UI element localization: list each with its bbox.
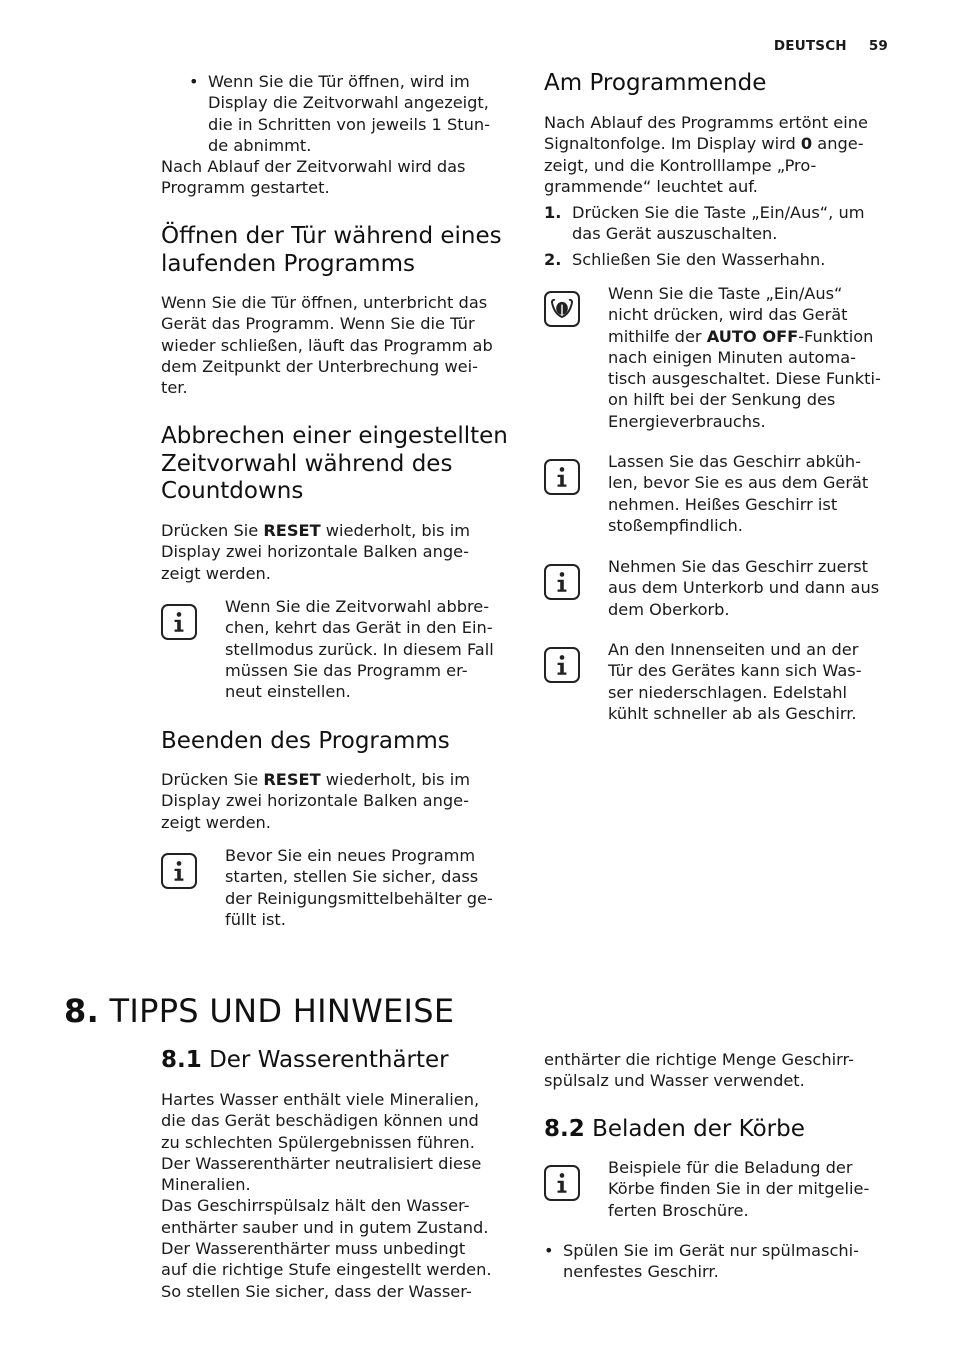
info-icon (544, 1165, 580, 1201)
section-label: DEUTSCH (773, 38, 847, 54)
heading-8-2: 8.2 Beladen der Körbe (544, 1116, 805, 1142)
info-icon (544, 647, 580, 683)
auto-off-keyword: AUTO OFF (706, 326, 799, 346)
info-note-condensation: An den Innenseiten und an der Tür des Gerätes kann sich Was- ser niederschlagen. Edelstahl kühlt schneller ab als Geschirr. (544, 639, 904, 729)
dishwasher-safe-bullet: • Spülen Sie im Gerät nur spülmaschi- nenfestes Geschirr. (544, 1241, 859, 1282)
page-number: 59 (868, 38, 888, 54)
programmende-steps (544, 202, 904, 270)
info-icon (544, 564, 580, 600)
heading-8-1: 8.1 Der Wasserenthärter (161, 1047, 449, 1073)
info-note-unload-order: Nehmen Sie das Geschirr zuerst aus dem Unterkorb und dann aus dem Oberkorb. (544, 556, 904, 626)
info-note-cooling: Lassen Sie das Geschirr abküh- len, bevor Sie es aus dem Gerät nehmen. Heißes Geschirr ist stoßempfindlich. (544, 451, 904, 539)
info-icon (161, 853, 197, 889)
door-open-bullet: • Wenn Sie die Tür öffnen, wird im Display die Zeitvorwahl angezeigt, die in Schritten von jeweils 1 Stun- de abnimmt. (189, 72, 490, 155)
leaf-eco-icon (544, 291, 580, 327)
info-note-brochure: Beispiele für die Beladung der Körbe finden Sie in der mitgelie- ferten Broschüre. (544, 1157, 904, 1227)
water-softener-body-continued: enthärter die richtige Menge Geschirr- spülsalz und Wasser verwendet. (544, 1050, 854, 1091)
auto-off-eco-note: Wenn Sie die Taste „Ein/Aus“ nicht drücken, wird das Gerät mithilfe der AUTO OFF-Funktion nach einigen Minuten automa- tisch ausgeschaltet. Diese Funkti- on hilft bei der Senkung des Energieverbrauchs. (544, 283, 904, 433)
heading-beenden: Beenden des Programms (161, 728, 450, 754)
bullet-dot: • (189, 72, 199, 91)
page-header (774, 38, 888, 54)
programmende-body: Nach Ablauf des Programms ertönt eine Signaltonfolge. Im Display wird 0 ange- zeigt, und die Kontrolllampe „Pro- grammende“ leuchtet auf. (544, 113, 868, 196)
heading-oeffnen: Öffnen der Tür während eines laufenden Programms (161, 223, 502, 277)
abbrechen-info-note: Wenn Sie die Zeitvorwahl abbre- chen, kehrt das Gerät in den Ein- stellmodus zurück. In diesem Fall müssen Sie das Programm er- neut einstellen. (161, 596, 521, 706)
abbrechen-body: Drücken Sie RESET wiederholt, bis im Display zwei horizontale Balken ange- zeigt werden. (161, 521, 470, 583)
bullet-dot: • (544, 1241, 554, 1260)
info-icon (544, 459, 580, 495)
step-item: 1. Drücken Sie die Taste „Ein/Aus“, um das Gerät auszuschalten. (544, 203, 865, 244)
after-bullet-text: Nach Ablauf der Zeitvorwahl wird das Programm gestartet. (161, 157, 466, 198)
beenden-body: Drücken Sie RESET wiederholt, bis im Display zwei horizontale Balken ange- zeigt werden. (161, 770, 470, 832)
heading-programmende: Am Programmende (544, 70, 767, 96)
heading-abbrechen: Abbrechen einer eingestellten Zeitvorwahl während des Countdowns (161, 423, 508, 505)
reset-keyword: RESET (263, 521, 321, 540)
water-softener-body: Hartes Wasser enthält viele Mineralien, die das Gerät beschädigen können und zu schlechten Spülergebnissen führen. Der Wasserenthärter neutralisiert diese Mineralien. Das Geschirrspülsalz hält den Wasser- enthärter sauber und in gutem Zustand. Der Wasserenthärter muss unbedingt auf die richtige Stufe eingestellt werden. So stellen Sie sicher, dass der Wasser- (161, 1090, 492, 1301)
step-item: 2. Schließen Sie den Wasserhahn. (544, 249, 826, 269)
chapter-title: TIPPS UND HINWEISE (109, 992, 455, 1030)
chapter-heading (64, 992, 454, 1030)
info-icon (161, 604, 197, 640)
beenden-info-note: Bevor Sie ein neues Programm starten, stellen Sie sicher, dass der Reinigungsmittelbehälter ge- füllt ist. (161, 845, 521, 937)
chapter-number: 8. (64, 992, 100, 1030)
oeffnen-body: Wenn Sie die Tür öffnen, unterbricht das Gerät das Programm. Wenn Sie die Tür wieder schließen, läuft das Programm ab dem Zeitpunkt der Unterbrechung wei- ter. (161, 293, 493, 398)
reset-keyword: RESET (263, 770, 321, 789)
